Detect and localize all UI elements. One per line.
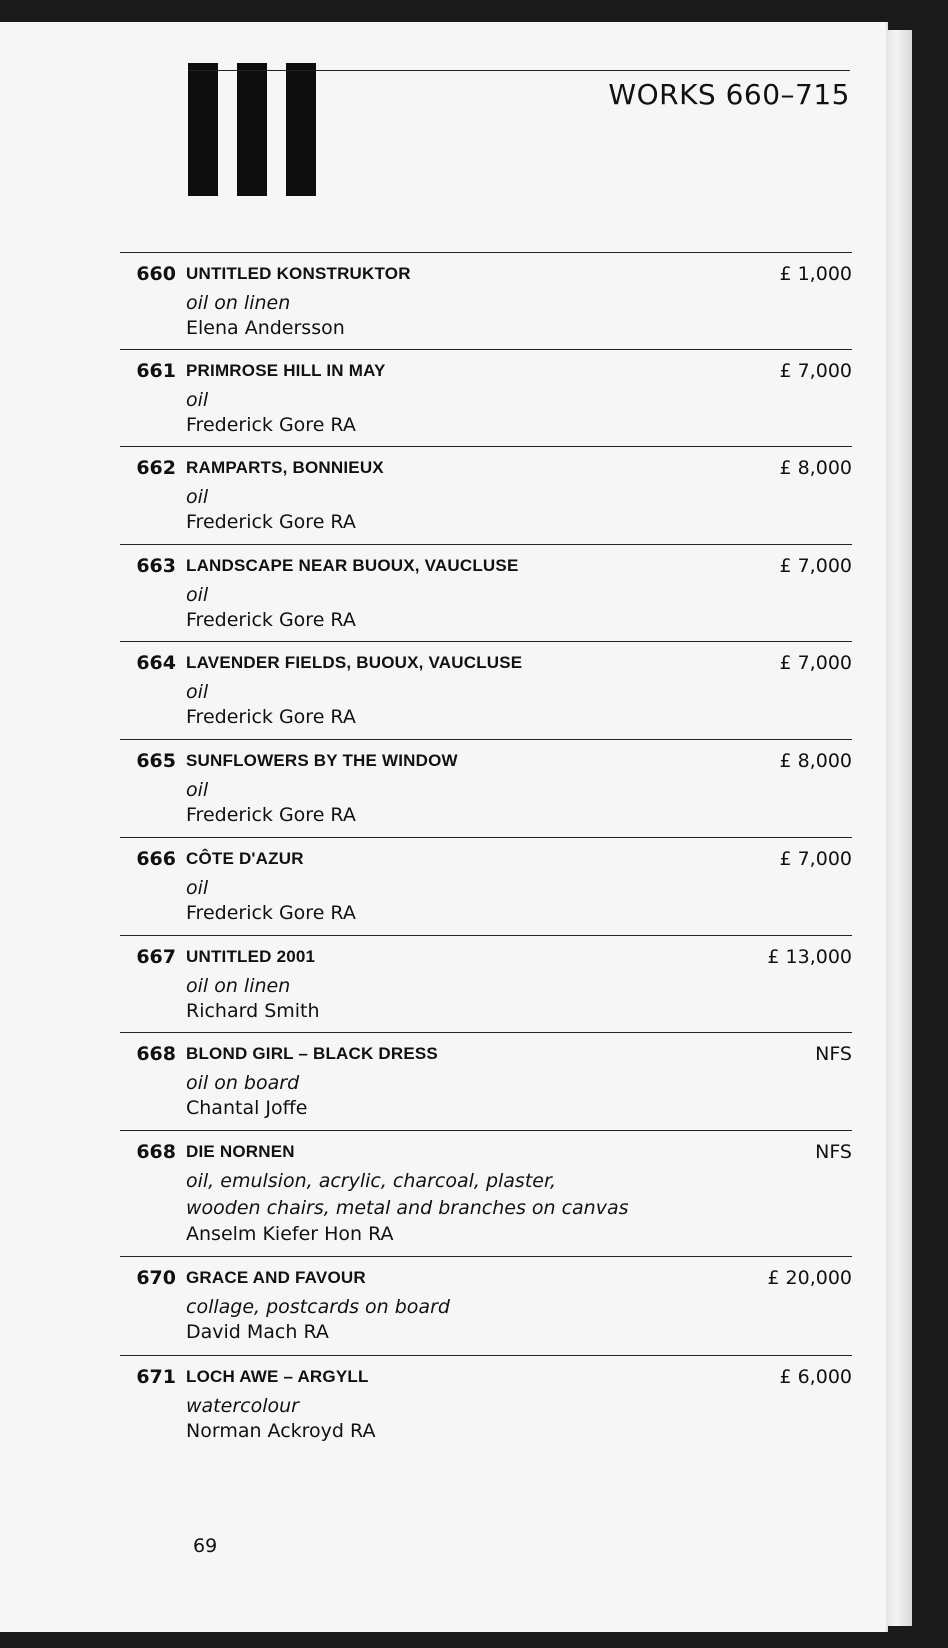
entry-price: £ 7,000 [779, 848, 852, 870]
header-rule [188, 70, 850, 71]
entry-medium: oil [186, 389, 209, 411]
entry-artist: Richard Smith [186, 1000, 320, 1022]
page-edge [886, 30, 912, 1626]
entry-artist: David Mach RA [186, 1321, 329, 1343]
catalogue-entry [120, 837, 852, 935]
roman-bar [286, 63, 316, 196]
entry-title: BLOND GIRL – BLACK DRESS [186, 1044, 438, 1063]
roman-bar [237, 63, 267, 196]
entry-price: £ 7,000 [779, 652, 852, 674]
entry-medium-line: oil, emulsion, acrylic, charcoal, plaster, [186, 1170, 557, 1192]
entry-number: 660 [136, 263, 176, 285]
catalogue-entry [120, 349, 852, 447]
entry-medium: oil on linen [186, 975, 291, 997]
catalogue-entry [120, 1032, 852, 1130]
entry-title: LAVENDER FIELDS, BUOUX, VAUCLUSE [186, 653, 523, 672]
catalogue-entry [120, 1256, 852, 1354]
entry-price: £ 6,000 [779, 1366, 852, 1388]
entry-price: £ 13,000 [767, 946, 852, 968]
entry-artist: Anselm Kiefer Hon RA [186, 1223, 394, 1245]
entry-medium: oil on linen [186, 292, 291, 314]
entry-title: SUNFLOWERS BY THE WINDOW [186, 751, 458, 770]
catalogue-entry [120, 1355, 852, 1453]
entry-number: 665 [136, 750, 176, 772]
catalogue-entry [120, 935, 852, 1033]
entry-medium: oil on board [186, 1072, 300, 1094]
entry-medium: oil [186, 779, 209, 801]
entry-medium: oil [186, 486, 209, 508]
entry-number: 666 [136, 848, 176, 870]
entry-number: 668 [136, 1141, 176, 1163]
entry-number: 663 [136, 555, 176, 577]
roman-bar [188, 63, 218, 196]
entry-artist: Elena Andersson [186, 317, 345, 339]
catalogue-entry [120, 446, 852, 544]
entry-title: LOCH AWE – ARGYLL [186, 1367, 369, 1386]
catalogue-entry [120, 252, 852, 350]
entry-price: £ 7,000 [779, 360, 852, 382]
entry-artist: Frederick Gore RA [186, 706, 356, 728]
entry-price: NFS [815, 1141, 852, 1163]
entry-title: UNTITLED 2001 [186, 947, 316, 966]
entry-price: £ 8,000 [779, 457, 852, 479]
entry-artist: Norman Ackroyd RA [186, 1420, 376, 1442]
section-title: WORKS 660–715 [608, 78, 850, 111]
entry-title: RAMPARTS, BONNIEUX [186, 458, 384, 477]
roman-numeral-three-logo [188, 63, 316, 196]
entry-artist: Frederick Gore RA [186, 511, 356, 533]
catalogue-entry [120, 544, 852, 642]
entry-title: PRIMROSE HILL IN MAY [186, 361, 386, 380]
entry-artist: Chantal Joffe [186, 1097, 308, 1119]
entry-title: GRACE AND FAVOUR [186, 1268, 366, 1287]
entry-medium: watercolour [186, 1395, 299, 1417]
entry-artist: Frederick Gore RA [186, 804, 356, 826]
entry-title: CÔTE D'AZUR [186, 849, 304, 868]
entry-medium-line: wooden chairs, metal and branches on canvas [186, 1197, 629, 1219]
entry-artist: Frederick Gore RA [186, 609, 356, 631]
entry-medium: oil [186, 584, 209, 606]
catalogue-entry [120, 1130, 852, 1256]
entry-price: £ 8,000 [779, 750, 852, 772]
catalogue-entry [120, 739, 852, 837]
entry-number: 667 [136, 946, 176, 968]
entry-price: £ 20,000 [767, 1267, 852, 1289]
entry-number: 661 [136, 360, 176, 382]
entry-medium: collage, postcards on board [186, 1296, 450, 1318]
entry-title: DIE NORNEN [186, 1142, 295, 1161]
entry-number: 668 [136, 1043, 176, 1065]
entry-title: LANDSCAPE NEAR BUOUX, VAUCLUSE [186, 556, 519, 575]
entry-price: £ 1,000 [779, 263, 852, 285]
entry-medium: oil [186, 681, 209, 703]
entry-price: NFS [815, 1043, 852, 1065]
entry-medium: oil [186, 877, 209, 899]
entry-number: 670 [136, 1267, 176, 1289]
entry-title: UNTITLED KONSTRUKTOR [186, 264, 411, 283]
page-number: 69 [193, 1535, 218, 1557]
entry-number: 662 [136, 457, 176, 479]
entry-price: £ 7,000 [779, 555, 852, 577]
entry-number: 671 [136, 1366, 176, 1388]
entry-number: 664 [136, 652, 176, 674]
entry-artist: Frederick Gore RA [186, 414, 356, 436]
entry-artist: Frederick Gore RA [186, 902, 356, 924]
catalogue-entry [120, 641, 852, 739]
